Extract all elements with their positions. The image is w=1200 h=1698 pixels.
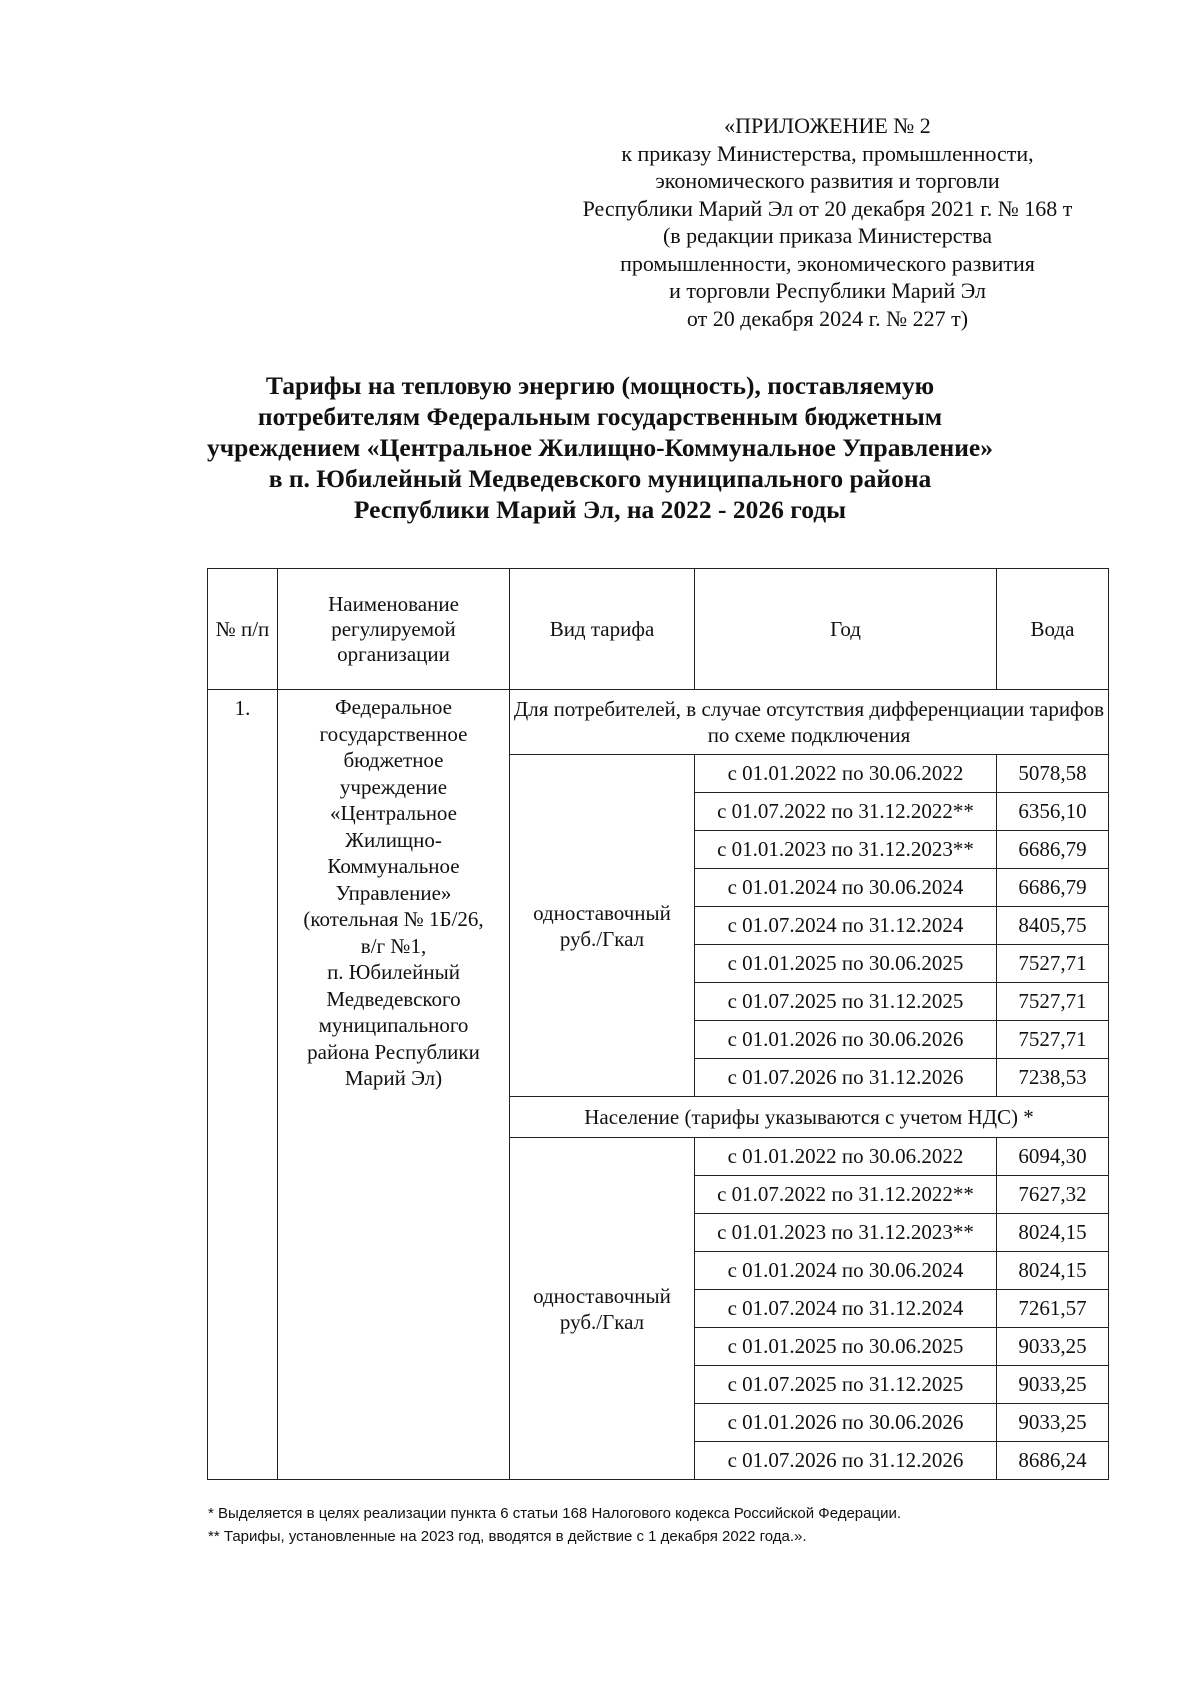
period-cell: с 01.07.2022 по 31.12.2022**	[695, 793, 997, 831]
water-tariff-value: 7261,57	[997, 1290, 1109, 1328]
document-title	[170, 370, 1030, 525]
footnote-vat: * Выделяется в целях реализации пункта 6 статьи 168 Налогового кодекса Российской Федерации.	[208, 1505, 902, 1522]
appendix-line: экономического развития и торговли	[655, 168, 1000, 193]
water-tariff-value: 8405,75	[997, 907, 1109, 945]
appendix-line: «ПРИЛОЖЕНИЕ № 2	[724, 113, 931, 138]
header-num: № п/п	[208, 569, 278, 690]
organization-name	[278, 690, 510, 1480]
water-tariff-value: 8686,24	[997, 1442, 1109, 1480]
water-tariff-value: 6686,79	[997, 831, 1109, 869]
water-tariff-value: 7627,32	[997, 1176, 1109, 1214]
water-tariff-value: 9033,25	[997, 1328, 1109, 1366]
org-line: Жилищно-	[345, 827, 442, 852]
header-tariff-type: Вид тарифа	[510, 569, 695, 690]
org-line: Коммунальное	[327, 854, 460, 878]
period-cell: с 01.07.2022 по 31.12.2022**	[695, 1176, 997, 1214]
appendix-line: (в редакции приказа Министерства	[662, 223, 993, 248]
water-tariff-value: 7527,71	[997, 1021, 1109, 1059]
org-line: Медведевского	[326, 986, 461, 1011]
footnote-2023-tariffs: ** Тарифы, установленные на 2023 год, вводятся в действие с 1 декабря 2022 года.».	[208, 1528, 807, 1545]
org-line: государственное	[319, 721, 468, 746]
tariff-kind: одноставочный руб./Гкал	[510, 1138, 695, 1480]
period-cell: с 01.01.2025 по 30.06.2025	[695, 945, 997, 983]
footnotes	[208, 1502, 1108, 1548]
org-line: в/г №1,	[360, 933, 427, 958]
period-cell: с 01.01.2025 по 30.06.2025	[695, 1328, 997, 1366]
title-line: потребителям Федеральным государственным бюджетным	[257, 402, 943, 431]
org-line: района Республики	[307, 1039, 480, 1064]
water-tariff-value: 9033,25	[997, 1404, 1109, 1442]
section-1-title-row	[208, 690, 1109, 755]
period-cell: с 01.01.2022 по 30.06.2022	[695, 1138, 997, 1176]
org-line: Федеральное	[334, 695, 453, 719]
water-tariff-value: 8024,15	[997, 1252, 1109, 1290]
water-tariff-value: 6094,30	[997, 1138, 1109, 1176]
tariff-kind: одноставочный руб./Гкал	[510, 755, 695, 1097]
org-line: п. Юбилейный	[327, 960, 460, 984]
section-1-title: Для потребителей, в случае отсутствия дифференциации тарифов по схеме подключения	[510, 690, 1109, 755]
header-org: Наименование регулируемой организации	[278, 569, 510, 690]
period-cell: с 01.01.2026 по 30.06.2026	[695, 1404, 997, 1442]
period-cell: с 01.07.2025 по 31.12.2025	[695, 1366, 997, 1404]
appendix-line: промышленности, экономического развития	[620, 250, 1035, 276]
org-line: муниципального	[318, 1013, 469, 1037]
water-tariff-value: 7527,71	[997, 945, 1109, 983]
water-tariff-value: 7238,53	[997, 1059, 1109, 1097]
water-tariff-value: 7527,71	[997, 983, 1109, 1021]
title-line: в п. Юбилейный Медведевского муниципального района	[268, 464, 932, 493]
header-year: Год	[695, 569, 997, 690]
org-line: Управление»	[335, 880, 452, 905]
header-water: Вода	[997, 569, 1109, 690]
appendix-line: и торговли Республики Марий Эл	[669, 278, 986, 303]
period-cell: с 01.01.2024 по 30.06.2024	[695, 869, 997, 907]
org-line: «Центральное	[329, 801, 458, 825]
org-line: бюджетное	[343, 748, 444, 772]
period-cell: с 01.07.2026 по 31.12.2026	[695, 1059, 997, 1097]
appendix-line: к приказу Министерства, промышленности,	[621, 140, 1034, 166]
tariff-table	[207, 568, 1109, 1480]
water-tariff-value: 8024,15	[997, 1214, 1109, 1252]
appendix-header	[560, 112, 1095, 332]
period-cell: с 01.07.2024 по 31.12.2024	[695, 1290, 997, 1328]
appendix-line: от 20 декабря 2024 г. № 227 т)	[686, 305, 969, 331]
section-2-title: Население (тарифы указываются с учетом НДС) *	[510, 1097, 1109, 1138]
org-line: учреждение	[339, 774, 448, 799]
period-cell: с 01.01.2023 по 31.12.2023**	[695, 831, 997, 869]
period-cell: с 01.07.2026 по 31.12.2026	[695, 1442, 997, 1480]
org-line: (котельная № 1Б/26,	[303, 907, 484, 931]
water-tariff-value: 5078,58	[997, 755, 1109, 793]
period-cell: с 01.01.2024 по 30.06.2024	[695, 1252, 997, 1290]
title-line: учреждением «Центральное Жилищно-Коммунальное Управление»	[207, 433, 993, 462]
period-cell: с 01.01.2023 по 31.12.2023**	[695, 1214, 997, 1252]
row-number: 1.	[208, 690, 278, 1480]
title-line: Тарифы на тепловую энергию (мощность), поставляемую	[265, 371, 935, 400]
period-cell: с 01.07.2024 по 31.12.2024	[695, 907, 997, 945]
title-line: Республики Марий Эл, на 2022 - 2026 годы	[353, 495, 847, 524]
water-tariff-value: 6356,10	[997, 793, 1109, 831]
period-cell: с 01.01.2022 по 30.06.2022	[695, 755, 997, 793]
water-tariff-value: 9033,25	[997, 1366, 1109, 1404]
org-line: Марий Эл)	[344, 1066, 443, 1090]
table-header-row	[208, 569, 1109, 690]
period-cell: с 01.01.2026 по 30.06.2026	[695, 1021, 997, 1059]
appendix-line: Республики Марий Эл от 20 декабря 2021 г. № 168 т	[582, 195, 1073, 221]
water-tariff-value: 6686,79	[997, 869, 1109, 907]
period-cell: с 01.07.2025 по 31.12.2025	[695, 983, 997, 1021]
